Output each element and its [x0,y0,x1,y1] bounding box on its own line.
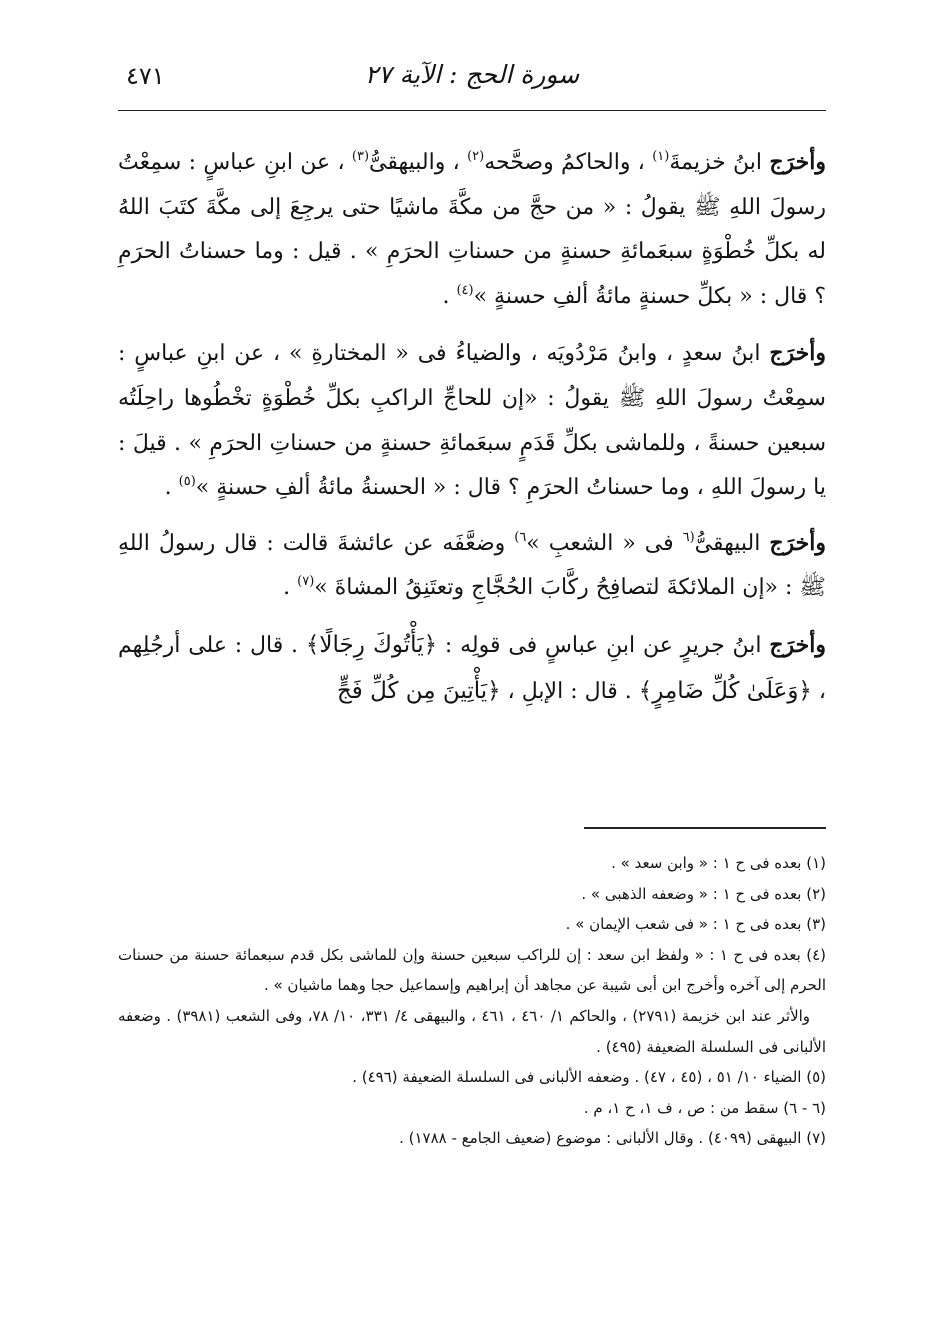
paragraph-lead: وأخرَج [769,529,826,556]
footnote-1: (١) بعده فى ح ١ : « وابن سعد » . [611,854,826,872]
page-number: ٤٧١ [126,62,165,90]
text-segment: وضعَّفَه عن عائشةَ قالت : قال رسولُ اللهِ ﷺ : «إن الملائكةَ لتصافِحُ ركَّابَ الحُجَّاجِ وتعتَنِقُ المشاةَ » [118,530,826,601]
text-segment: ابنُ سعدٍ ، وابنُ مَرْدُويَه ، والضياءُ فى « المختارةِ » ، عن ابنِ عباسٍ : سمِعْتُ رسولَ اللهِ ﷺ يقولُ : «إن للحاجِّ الراكبِ بكلِّ خُطْوَةٍ تخْطُوها راحِلَتُه سبعين حسنةً ، وللماشى بكلِّ قَدَمٍ سبعَمائةِ حسنةٍ من حسناتِ الحرَمِ » . قيلَ : يا رسولَ اللهِ ، وما حسناتُ الحرَمِ ؟ قال : « الحسنةُ مائةُ ألفِ حسنةٍ » [118,341,826,501]
text-segment: ، عن ابنِ عباسٍ : سمِعْتُ رسولَ اللهِ ﷺ يقولُ : « من حجَّ من مكَّةَ ماشيًا حتى يرجِعَ إلى مكَّةَ كتَبَ اللهُ له بكلِّ خُطْوَةٍ سبعَمائةِ حسنةٍ من حسناتِ الحرَمِ » . قيل : وما حسناتُ الحرَمِ ؟ قال : « بكلِّ حسنةٍ مائةُ ألفِ حسنةٍ » [118,150,826,309]
footnote-2: (٢) بعده فى ح ١ : « وضعفه الذهبى » . [581,884,826,903]
footnote-divider [584,827,826,829]
quran-verse: ﴿يَأْتِينَ مِن كُلِّ فَجٍّ [336,677,501,704]
text-segment: ، والحاكمُ وصحَّحه [484,150,653,175]
quran-verse: ﴿يَأْتُوكَ رِجَالًا﴾ [305,631,438,658]
paragraph-3 [118,521,826,611]
footnote-ref: ٦) [514,529,527,545]
footnote-4: (٤) بعده فى ح ١ : « ولفظ ابن سعد : إن للراكب سبعين حسنة وإن للماشى بكل قدم سبعمائة حسنة من حسنات الحرم إلى آخره وأخرج ابن أبى شيبة عن مجاهد أن إبراهيم وإسماعيل حجا وهما ماشيان » . [118,945,826,995]
text-segment: فى « الشعبِ » [526,530,683,556]
paragraph-1 [118,140,826,319]
running-header [118,58,826,98]
footnotes [118,848,826,1154]
footnote-ref: (٥) [178,474,196,490]
text-segment: . قال : على أرجُلِهم ، [118,632,826,704]
text-segment: . قال : الإبلِ ، [500,678,639,704]
footnote-3: (٣) بعده فى ح ١ : « فى شعب الإيمان » . [565,915,826,934]
footnote-ref: (١) [652,149,670,164]
footnote-ref: (٤) [456,282,474,298]
text-segment: ، والبيهقىُّ [369,150,468,175]
paragraph-lead: وأخرَج [769,149,826,175]
text-segment: . [164,475,179,501]
text-segment: ابنُ جريرٍ عن ابنِ عباسٍ فى قولِه : [437,632,770,658]
header-divider [118,110,826,111]
paragraph-4 [118,623,826,714]
footnote-5: (٥) الضياء ١٠/ ٥١ ، (٤٥ ، ٤٧) . وضعفه الألبانى فى السلسلة الضعيفة (٤٩٦) . [352,1068,826,1087]
quran-verse: ﴿وَعَلَىٰ كُلِّ ضَامِرٍ﴾ [638,677,812,704]
paragraph-lead: وأخرَج [769,340,826,367]
paragraph-2 [118,331,826,510]
footnote-ref: (٧) [297,574,315,590]
footnote-ref: (٣) [351,149,370,164]
footnote-7: (٧) البيهقى (٤٠٩٩) . وقال الألبانى : موضوع (ضعيف الجامع - ١٧٨٨) . [399,1129,826,1148]
text-segment: . [283,575,298,601]
text-segment: البيهقىُّ [694,530,770,556]
text-segment: . [442,283,457,309]
paragraph-lead: وأخرَج [769,631,826,658]
footnote-6: (٦ - ٦) سقط من : ص ، ف ١، ح ١، م . [583,1098,826,1117]
main-text [118,140,826,726]
header-title: سورة الحج : الآية ٢٧ [364,60,580,89]
footnote-4-continuation: والأثر عند ابن خزيمة (٢٧٩١) ، والحاكم ١/ ٤٦٠ ، ٤٦١ ، والبيهقى ٤/ ٣٣١، ١٠/ ٧٨، وفى الشعب (٣٩٨١) . وضعفه الألبانى فى السلسلة الضعيفة (٤٩٥) . [118,1006,826,1056]
footnote-ref: (٦ [682,529,695,545]
text-segment: ابنُ خزيمةَ [669,150,770,175]
footnote-ref: (٢) [467,149,485,164]
